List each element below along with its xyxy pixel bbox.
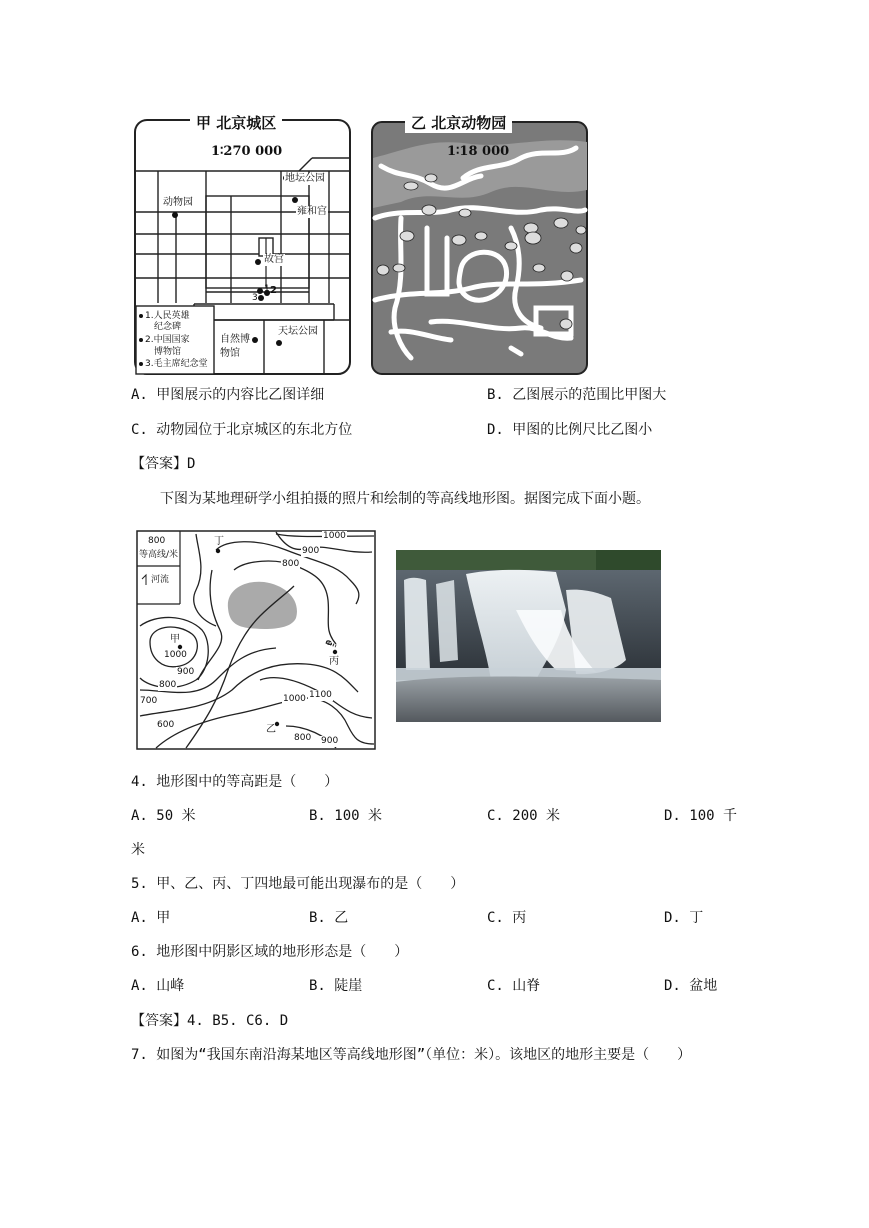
- museum-label-line1: 自然博: [220, 334, 250, 345]
- contour-label-700-left: 700: [140, 696, 158, 706]
- point-ding: 丁: [214, 536, 224, 547]
- legend-river-label: 河流: [151, 575, 170, 585]
- q6-option-c: C. 山脊: [487, 978, 541, 994]
- map-jia: [134, 114, 352, 376]
- waterfall-photo: [396, 550, 661, 722]
- q5-option-c: C. 丙: [487, 910, 527, 926]
- legend-item-3-line1: 3.毛主席纪念堂: [145, 359, 208, 369]
- contour-map: [136, 530, 376, 750]
- legend-item-2-line1: 2.中国国家: [145, 335, 190, 345]
- waterfall-photo-graphic: [396, 550, 661, 722]
- map-jia-scale: 1∶270 000: [211, 144, 283, 159]
- q4-option-a: A. 50 米: [131, 808, 196, 824]
- yonghegong-label: 雍和宫: [297, 206, 327, 217]
- map-yi-scale: 1∶18 000: [447, 144, 510, 159]
- q5-option-a: A. 甲: [131, 910, 171, 926]
- marker-1: 1: [264, 284, 270, 294]
- q5-option-b: B. 乙: [309, 910, 349, 926]
- q6-option-a: A. 山峰: [131, 978, 185, 994]
- map-yi-title: 乙 北京动物园: [405, 112, 512, 133]
- q1-option-d: D. 甲图的比例尺比乙图小: [487, 422, 653, 438]
- legend-item-2-line2: 博物馆: [154, 347, 182, 357]
- contour-label-1100-right: 1100: [309, 690, 332, 700]
- q1-option-b: B. 乙图展示的范围比甲图大: [487, 387, 667, 403]
- q1-option-a: A. 甲图展示的内容比乙图详细: [131, 387, 325, 403]
- zoo-label: 动物园: [163, 197, 193, 208]
- contour-label-1000-right: 1000: [283, 694, 306, 704]
- q5-stem: 5. 甲、乙、丙、丁四地最可能出现瀑布的是（ ）: [131, 876, 465, 892]
- intro-paragraph: 下图为某地理研学小组拍摄的照片和绘制的等高线地形图。据图完成下面小题。: [160, 491, 650, 507]
- legend-item-1-line1: 1.人民英雄: [145, 311, 190, 321]
- point-bing: 丙: [329, 656, 339, 667]
- q4-stem: 4. 地形图中的等高距是（ ）: [131, 774, 339, 790]
- ditan-park-label: 地坛公园: [285, 173, 325, 184]
- q6-option-b: B. 陡崖: [309, 978, 363, 994]
- marker-3: 3: [252, 293, 258, 303]
- tiantan-park-label: 天坛公园: [278, 326, 318, 337]
- contour-label-900-top: 900: [302, 546, 320, 556]
- answer-1: 【答案】D: [131, 456, 196, 472]
- q6-stem: 6. 地形图中阴影区域的地形形态是（ ）: [131, 944, 409, 960]
- legend-contour-value: 800: [148, 536, 166, 546]
- q7-stem: 7. 如图为“我国东南沿海某地区等高线地形图”（单位：米）。该地区的地形主要是（ ）: [131, 1047, 692, 1063]
- q4-option-d-wrap: 米: [131, 842, 145, 858]
- q5-option-d: D. 丁: [664, 910, 704, 926]
- contour-label-800-top: 800: [282, 559, 300, 569]
- contour-label-800-bottom: 800: [294, 733, 312, 743]
- q4-option-b: B. 100 米: [309, 808, 383, 824]
- answer-2: 【答案】4. B5. C6. D: [131, 1013, 289, 1029]
- point-jia-elevation: 1000: [164, 650, 187, 660]
- point-yi: 乙: [266, 724, 276, 735]
- legend-item-1-line2: 纪念碑: [154, 322, 182, 332]
- q6-option-d: D. 盆地: [664, 978, 718, 994]
- contour-label-800-left: 800: [159, 680, 177, 690]
- marker-2: 2: [270, 285, 277, 296]
- contour-label-600-left: 600: [157, 720, 175, 730]
- gugong-label: 故宫: [264, 254, 284, 265]
- map-yi: [371, 114, 589, 376]
- legend-contour-label: 等高线/米: [139, 550, 179, 560]
- point-jia: 甲: [170, 634, 180, 645]
- contour-label-1000-top: 1000: [323, 531, 346, 541]
- map-jia-title: 甲 北京城区: [190, 112, 282, 133]
- q4-option-d: D. 100 千: [664, 808, 738, 824]
- contour-label-900-bottom: 900: [321, 736, 339, 746]
- q4-option-c: C. 200 米: [487, 808, 561, 824]
- museum-label-line2: 物馆: [220, 348, 240, 359]
- contour-label-900-left: 900: [177, 667, 195, 677]
- q1-option-c: C. 动物园位于北京城区的东北方位: [131, 422, 353, 438]
